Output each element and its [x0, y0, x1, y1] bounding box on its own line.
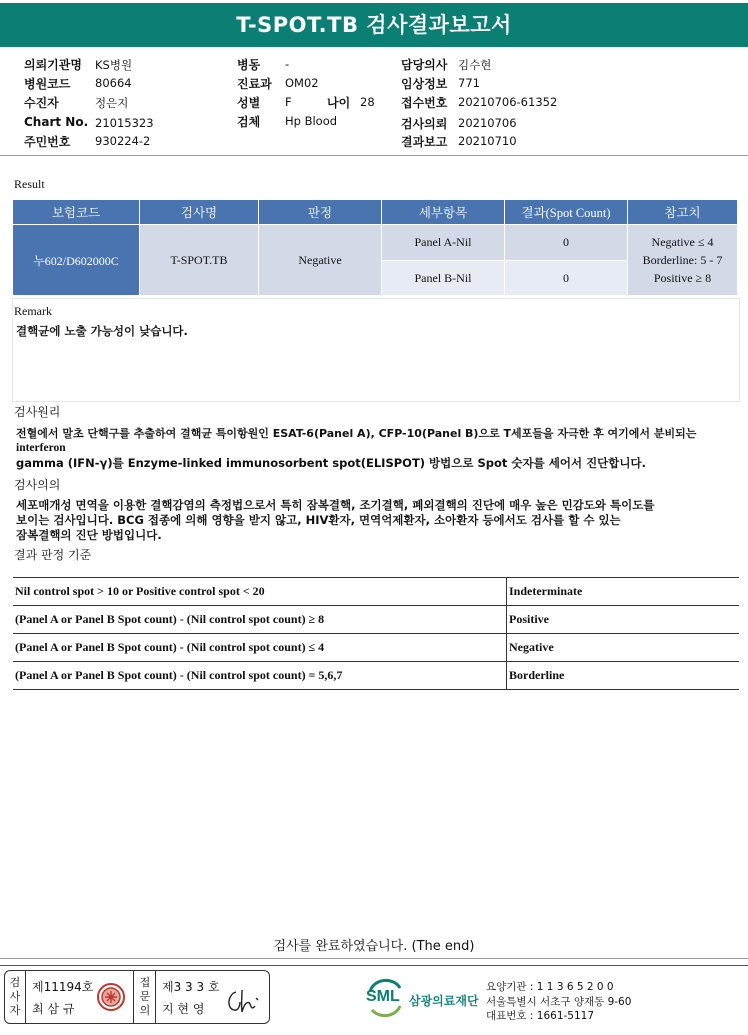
divider — [0, 155, 748, 156]
label-report-date: 결과보고 — [401, 135, 448, 149]
value-age: 28 — [360, 95, 375, 109]
value-request-date: 20210706 — [458, 116, 517, 130]
label-clinical-info: 임상정보 — [401, 77, 448, 91]
label-department: 진료과 — [237, 77, 272, 91]
seal-stamp-icon — [96, 982, 126, 1012]
label-doctor: 담당의사 — [401, 58, 448, 72]
criteria-condition: (Panel A or Panel B Spot count) - (Nil control spot count) ≤ 4 — [13, 634, 507, 662]
cell-judgement: Negative — [259, 225, 382, 296]
remark-box — [12, 298, 740, 402]
significance-line-2: 보이는 검사입니다. BCG 접종에 의해 영향을 받지 않고, HIV환자, 면역억제환자, 소아환자 등에서도 검사를 할 수 있는 — [16, 513, 621, 527]
criteria-result: Negative — [507, 634, 740, 662]
significance-line-1: 세포매개성 면역을 이용한 결핵감염의 측정법으로서 특히 잠복결핵, 조기결핵, 폐외결핵의 진단에 매우 높은 민감도와 특이도를 — [16, 498, 655, 512]
cell-item-name: Panel B-Nil — [382, 261, 505, 296]
criteria-condition: (Panel A or Panel B Spot count) - (Nil control spot count) = 5,6,7 — [13, 662, 507, 690]
label-institution: 의뢰기관명 — [24, 58, 82, 72]
value-resident-no: 930224-2 — [95, 134, 151, 148]
table-row — [13, 606, 739, 634]
significance-line-3: 잠복결핵의 진단 방법입니다. — [16, 528, 162, 542]
label-sex: 성별 — [237, 96, 261, 110]
table-row — [13, 225, 738, 261]
divider — [0, 965, 748, 966]
remark-label: Remark — [14, 304, 52, 318]
cell-insurance-code: 누602/D602000C — [13, 225, 140, 296]
divider — [25, 970, 26, 1023]
end-text: 검사를 완료하였습니다. (The end) — [273, 939, 475, 954]
signature-icon — [222, 984, 262, 1016]
label-age: 나이 — [327, 96, 351, 110]
result-section-label: Result — [14, 177, 45, 191]
value-department: OM02 — [285, 76, 319, 90]
patient-info-panel — [0, 52, 748, 152]
inspector-license-no: 제11194호 — [32, 980, 94, 994]
criteria-table — [13, 577, 739, 690]
label-hospital-code: 병원코드 — [24, 77, 71, 91]
label-ward: 병동 — [237, 58, 261, 72]
criteria-result: Positive — [507, 606, 740, 634]
table-row — [13, 662, 739, 690]
sml-org-name: 삼광의료재단 — [409, 994, 479, 1008]
label-receipt-no: 접수번호 — [401, 96, 448, 110]
approver-name: 지 현 영 — [162, 1002, 205, 1016]
label-specimen: 검체 — [237, 115, 261, 129]
inspector-role: 검사자 — [9, 976, 21, 1017]
value-specimen: Hp Blood — [285, 114, 338, 128]
value-doctor: 김수현 — [458, 58, 492, 72]
criteria-label: 결과 판정 기준 — [14, 548, 92, 562]
criteria-result: Indeterminate — [507, 578, 740, 606]
divider — [133, 970, 134, 1023]
approver-role: 접문의 — [139, 976, 151, 1017]
value-ward: - — [285, 57, 290, 71]
value-institution: KS병원 — [95, 58, 133, 72]
approver-license-no: 제3 3 3 호 — [162, 980, 220, 994]
col-detail-item: 세부항목 — [382, 200, 505, 225]
col-spot-count: 결과(Spot Count) — [505, 200, 628, 225]
value-hospital-code: 80664 — [95, 76, 132, 90]
cell-reference — [628, 225, 738, 296]
label-chart-no: Chart No. — [24, 115, 89, 129]
table-row — [13, 634, 739, 662]
principle-label: 검사원리 — [14, 405, 61, 419]
cell-item-count: 0 — [505, 225, 628, 261]
significance-label: 검사의의 — [14, 478, 61, 492]
principle-line-2: interferon — [16, 442, 66, 454]
value-patient: 정은지 — [95, 96, 129, 110]
cell-item-count: 0 — [505, 261, 628, 296]
criteria-condition: Nil control spot > 10 or Positive control spot < 20 — [13, 578, 507, 606]
reference-borderline: Borderline: 5 - 7 — [642, 253, 723, 267]
reference-negative: Negative ≤ 4 — [651, 235, 714, 249]
result-table-header — [13, 200, 738, 225]
org-phone: 대표번호 : 1661-5117 — [486, 1010, 595, 1022]
result-table — [12, 199, 738, 296]
remark-text: 결핵균에 노출 가능성이 낮습니다. — [16, 324, 188, 338]
sml-logo-text: SML — [366, 988, 400, 1005]
principle-line-3: gamma (IFN-γ)를 Enzyme-linked immunosorbent spot(ELISPOT) 방법으로 Spot 숫자를 세어서 진단합니다. — [16, 456, 646, 470]
value-receipt-no: 20210706-61352 — [458, 95, 558, 109]
col-reference: 참고치 — [628, 200, 738, 225]
value-chart-no: 21015323 — [95, 116, 154, 130]
table-row — [13, 578, 739, 606]
principle-line-1: 전혈에서 말초 단핵구를 추출하여 결핵균 특이항원인 ESAT-6(Panel A), CFP-10(Panel B)으로 T세포들을 자극한 후 여기에서 분비되는 — [16, 427, 697, 440]
value-report-date: 20210710 — [458, 134, 517, 148]
col-insurance-code: 보험코드 — [13, 200, 140, 225]
col-test-name: 검사명 — [140, 200, 259, 225]
label-resident-no: 주민번호 — [24, 135, 71, 149]
cell-test-name: T-SPOT.TB — [140, 225, 259, 296]
criteria-condition: (Panel A or Panel B Spot count) - (Nil control spot count) ≥ 8 — [13, 606, 507, 634]
inspector-name: 최 삼 규 — [32, 1002, 75, 1016]
reference-positive: Positive ≥ 8 — [653, 271, 712, 285]
org-address: 서울특별시 서초구 양재동 9-60 — [486, 996, 632, 1008]
label-request-date: 검사의뢰 — [401, 117, 448, 131]
report-title: T-SPOT.TB 검사결과보고서 — [0, 3, 748, 47]
value-sex: F — [285, 95, 292, 109]
org-institution-code: 요양기관 : 1 1 3 6 5 2 0 0 — [486, 981, 614, 993]
value-clinical-info: 771 — [458, 76, 480, 90]
cell-item-name: Panel A-Nil — [382, 225, 505, 261]
criteria-result: Borderline — [507, 662, 740, 690]
divider — [155, 970, 156, 1023]
col-judgement: 판정 — [259, 200, 382, 225]
label-patient: 수진자 — [24, 96, 59, 110]
divider — [0, 958, 748, 959]
